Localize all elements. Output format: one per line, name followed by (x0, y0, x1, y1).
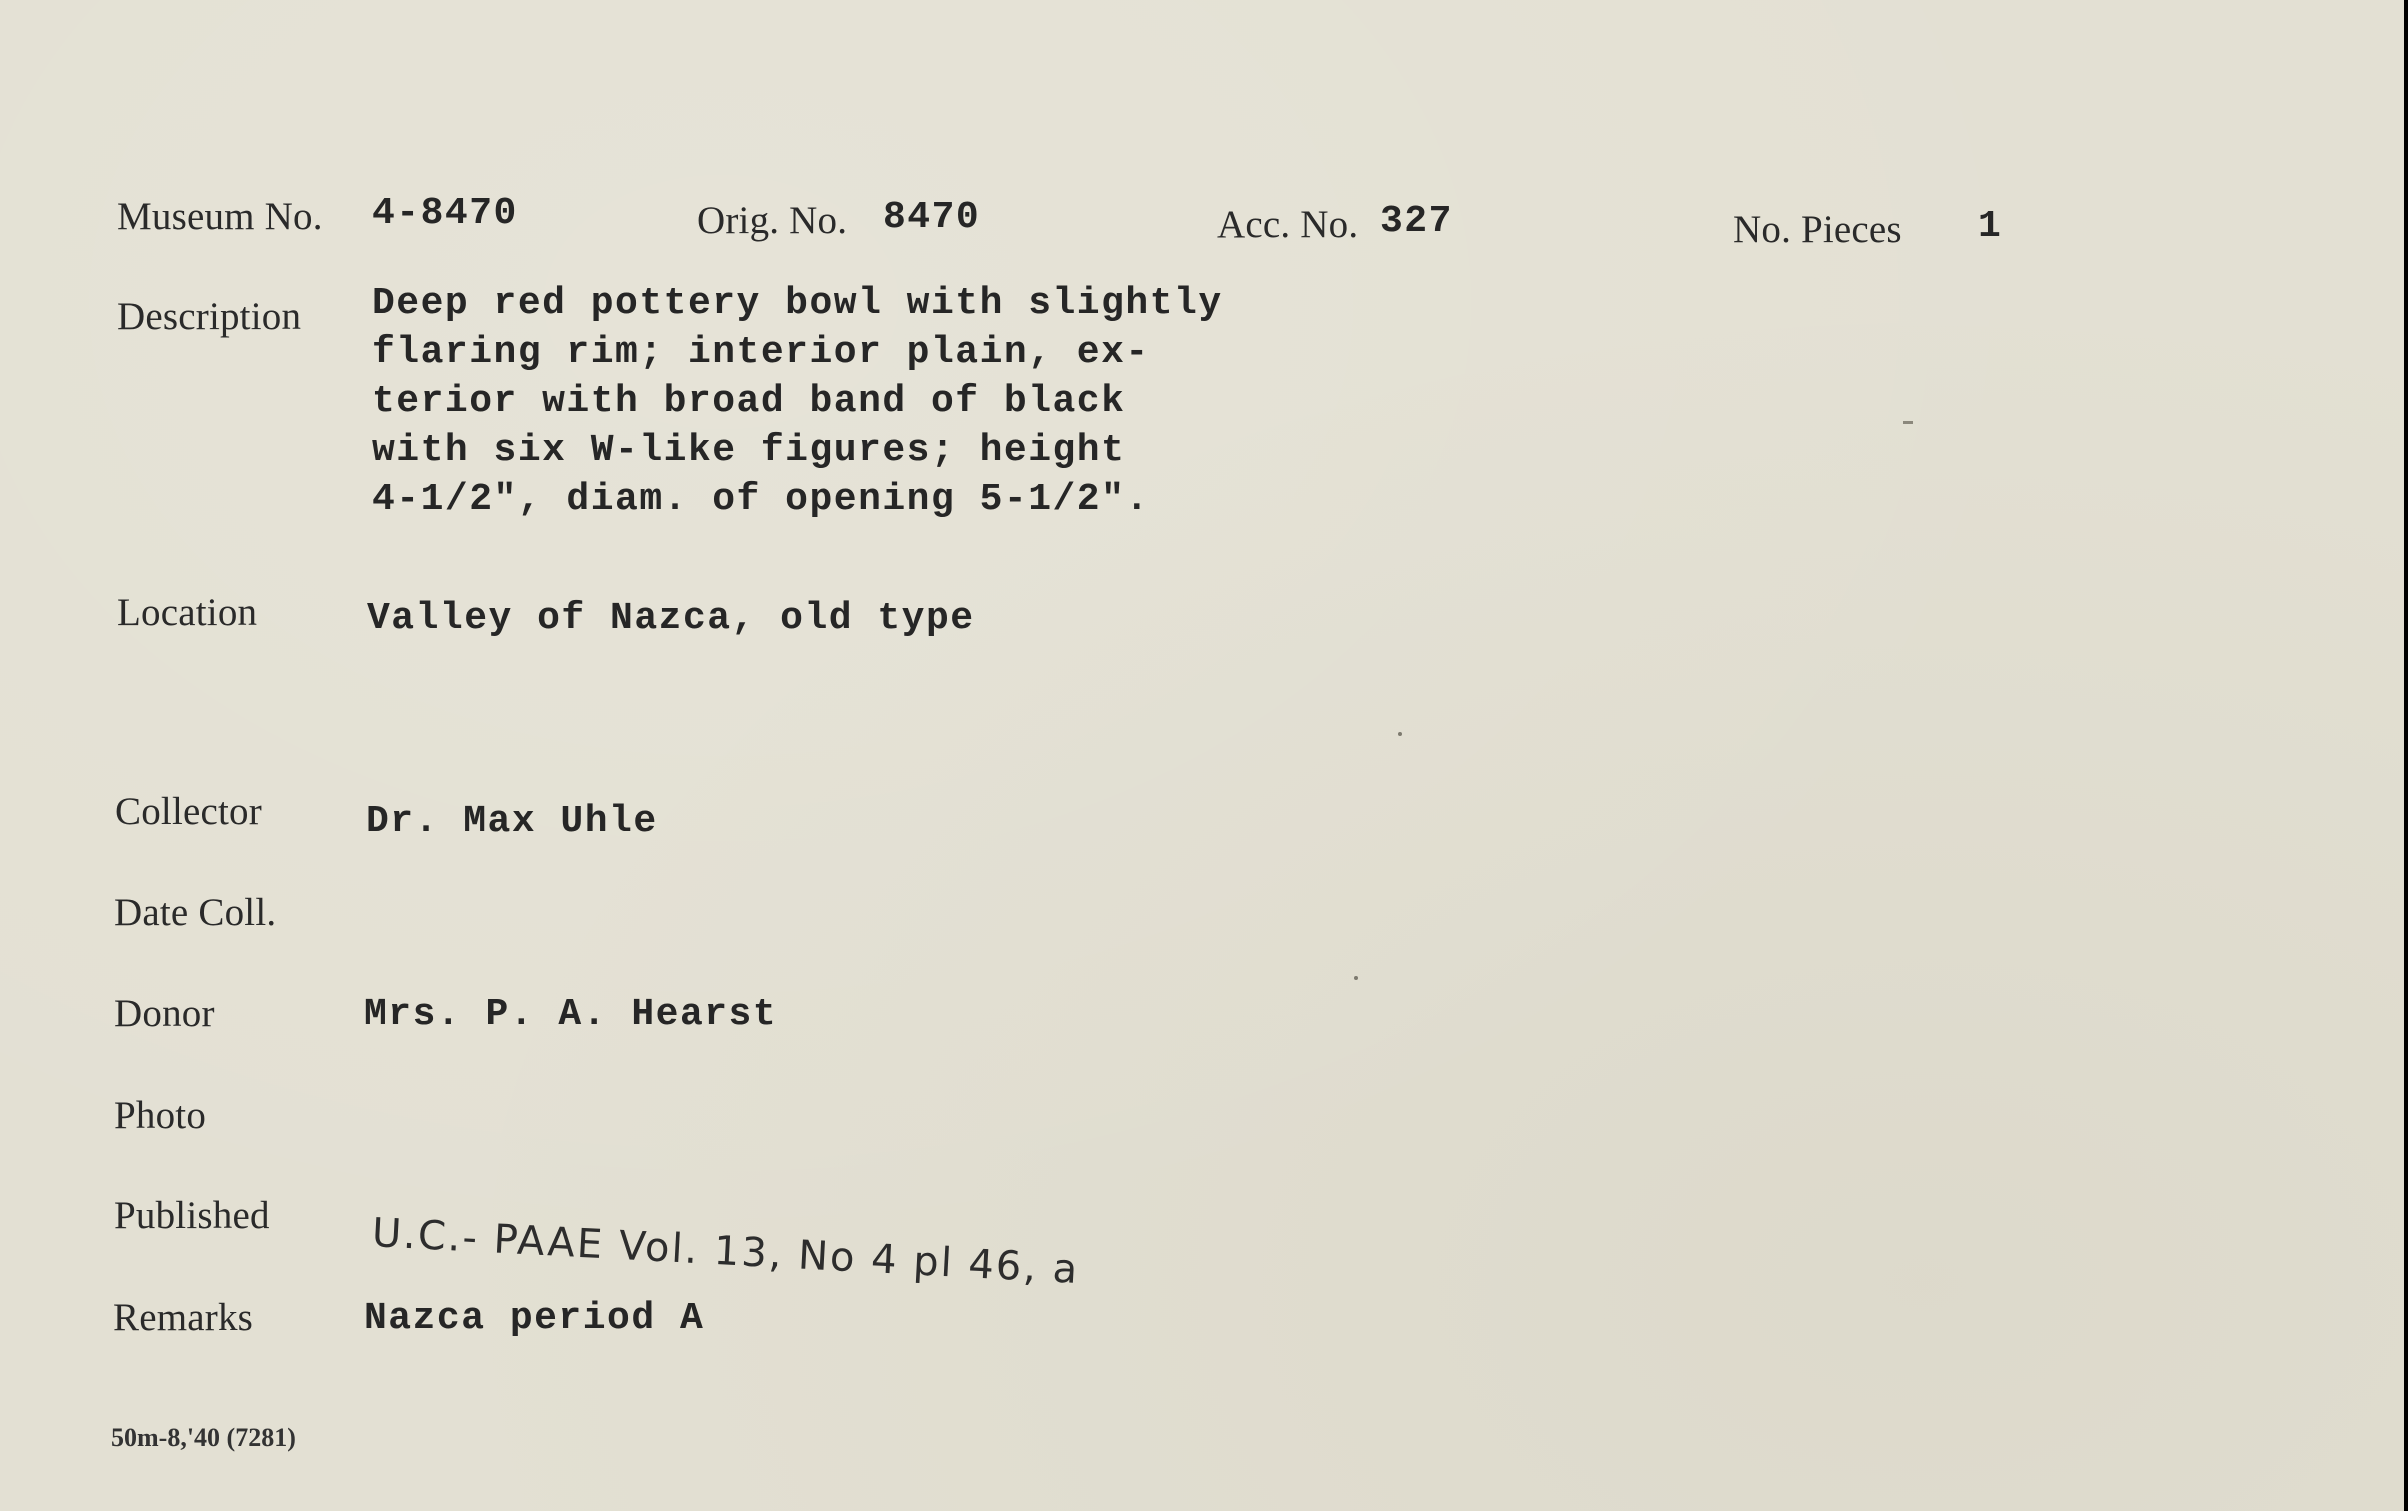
donor-value: Mrs. P. A. Hearst (364, 993, 778, 1036)
paper-speck (1354, 976, 1358, 980)
paper-speck (1398, 732, 1402, 736)
no-pieces-label: No. Pieces (1733, 208, 1902, 251)
description-line: with six W-like figures; height (372, 429, 1126, 472)
date-coll-label: Date Coll. (114, 891, 277, 934)
description-line: Deep red pottery bowl with slightly (372, 282, 1223, 325)
description-label: Description (117, 295, 302, 338)
acc-no-value: 327 (1380, 200, 1453, 243)
remarks-value: Nazca period A (364, 1297, 705, 1340)
orig-no-value: 8470 (883, 196, 981, 239)
no-pieces-value: 1 (1978, 205, 2003, 248)
location-label: Location (117, 591, 258, 634)
museum-no-label: Museum No. (117, 195, 323, 238)
location-value: Valley of Nazca, old type (367, 597, 975, 640)
museum-no-value: 4-8470 (372, 192, 518, 235)
collector-value: Dr. Max Uhle (366, 800, 658, 843)
photo-label: Photo (114, 1094, 207, 1137)
description-line: 4-1/2", diam. of opening 5-1/2". (372, 478, 1150, 521)
published-label: Published (114, 1194, 270, 1237)
description-line: terior with broad band of black (372, 380, 1126, 423)
orig-no-label: Orig. No. (697, 199, 848, 242)
donor-label: Donor (114, 992, 215, 1035)
acc-no-label: Acc. No. (1217, 203, 1359, 246)
paper-mark (1903, 421, 1913, 424)
description-text (372, 279, 1223, 524)
remarks-label: Remarks (113, 1296, 254, 1339)
published-handwritten: U.C.- PAAE Vol. 13, No 4 pl 46, a (370, 1210, 1081, 1294)
description-line: flaring rim; interior plain, ex- (372, 331, 1150, 374)
collector-label: Collector (115, 790, 262, 833)
footer-print-code: 50m-8,'40 (7281) (111, 1423, 296, 1452)
